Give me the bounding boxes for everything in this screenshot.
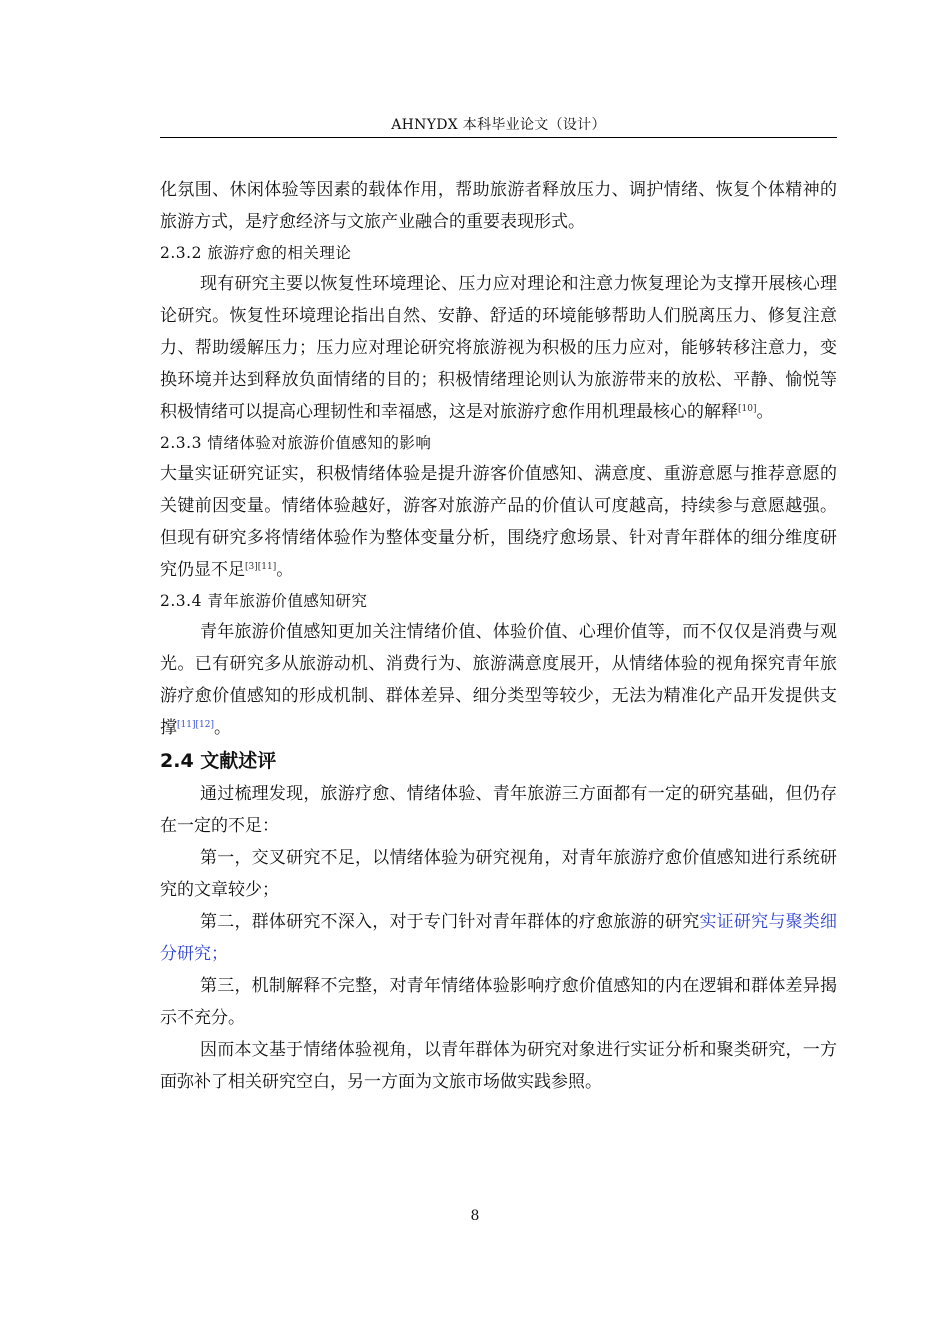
paragraph-theory — [160, 268, 837, 428]
section-heading-2-4: 2.4 文献述评 — [160, 750, 277, 772]
citation[interactable]: [10] — [738, 404, 757, 414]
citation-link[interactable]: [11][12] — [177, 720, 214, 730]
paragraph-point-1: 第一，交叉研究不足，以情绪体验为研究视角，对青年旅游疗愈价值感知进行系统研究的文章较少； — [160, 848, 837, 900]
page-content — [160, 174, 837, 1098]
section-heading-2-3-4: 2.3.4 青年旅游价值感知研究 — [160, 592, 368, 610]
paragraph-text: 大量实证研究证实，积极情绪体验是提升游客价值感知、满意度、重游意愿与推荐意愿的关键前因变量。情绪体验越好，游客对旅游产品的价值认可度越高，持续参与意愿越强。但现有研究多将情绪体验作为整体变量分析，围绕疗愈场景、针对青年群体的细分维度研究仍显不足 — [160, 464, 837, 580]
section-heading-2-3-3: 2.3.3 情绪体验对旅游价值感知的影响 — [160, 434, 432, 452]
paragraph-text: 现有研究主要以恢复性环境理论、压力应对理论和注意力恢复理论为支撑开展核心理论研究。恢复性环境理论指出自然、安静、舒适的环境能够帮助人们脱离压力、修复注意力、帮助缓解压力；压力应对理论研究将旅游视为积极的压力应对，能够转移注意力，变换环境并达到释放负面情绪的目的；积极情绪理论则认为旅游带来的放松、平静、愉悦等积极情绪可以提高心理韧性和幸福感，这是对旅游疗愈作用机理最核心的解释 — [160, 274, 837, 422]
highlighted-text: 实证研究与聚类细分研究； — [160, 912, 838, 964]
citation[interactable]: [3][11] — [245, 562, 277, 572]
paragraph-conclusion: 因而本文基于情绪体验视角，以青年群体为研究对象进行实证分析和聚类研究，一方面弥补了相关研究空白，另一方面为文旅市场做实践参照。 — [160, 1040, 837, 1092]
paragraph-emotion — [160, 458, 837, 586]
paragraph-continuation: 化氛围、休闲体验等因素的载体作用，帮助旅游者释放压力、调护情绪、恢复个体精神的旅游方式，是疗愈经济与文旅产业融合的重要表现形式。 — [160, 180, 837, 232]
page-number: 8 — [470, 1208, 480, 1224]
section-heading-2-3-2: 2.3.2 旅游疗愈的相关理论 — [160, 244, 352, 262]
header-rule — [160, 137, 837, 138]
running-header: AHNYDX 本科毕业论文（设计） — [391, 117, 606, 133]
paragraph-text: 第二，群体研究不深入，对于专门针对青年群体的疗愈旅游的研究 — [200, 912, 700, 932]
paragraph-youth — [160, 616, 837, 744]
paragraph-text: 青年旅游价值感知更加关注情绪价值、体验价值、心理价值等，而不仅仅是消费与观光。已有研究多从旅游动机、消费行为、旅游满意度展开，从情绪体验的视角探究青年旅游疗愈价值感知的形成机制、群体差异、细分类型等较少，无法为精准化产品开发提供支撑 — [160, 622, 837, 738]
paragraph-end: 。 — [276, 560, 294, 580]
paragraph-end: 。 — [756, 402, 774, 422]
paragraph-point-3: 第三，机制解释不完整，对青年情绪体验影响疗愈价值感知的内在逻辑和群体差异揭示不充分。 — [160, 976, 837, 1028]
paragraph-point-2 — [160, 906, 837, 970]
paragraph-review-intro: 通过梳理发现，旅游疗愈、情绪体验、青年旅游三方面都有一定的研究基础，但仍存在一定的不足： — [160, 784, 837, 836]
paragraph-end: 。 — [213, 718, 231, 738]
